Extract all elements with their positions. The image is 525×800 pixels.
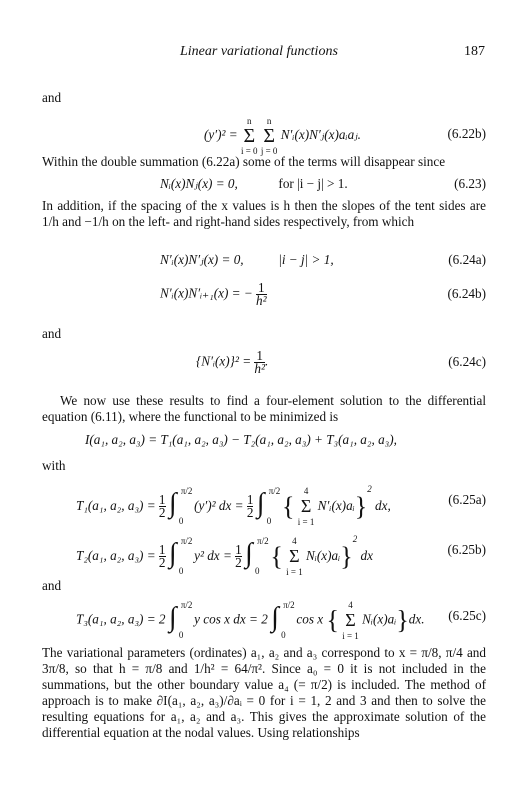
page-number: 187	[464, 44, 485, 59]
eq-lhs: (y′)² =	[204, 127, 238, 143]
equation-number: (6.24b)	[447, 286, 486, 301]
integral-sign: ∫ π/2 0	[168, 535, 193, 576]
connector-and: and	[42, 578, 62, 593]
fraction: $\frac{1}{2}$	[235, 542, 242, 571]
equation-number: (6.25c)	[448, 608, 486, 623]
connector-and: and	[42, 90, 62, 105]
equation-functional: I(a₁, a₂, a₃) = T₁(a₁, a₂, a₃) − T₂(a₁, a₂, a₃) + T₃(a₁, a₂, a₃),	[85, 432, 397, 447]
equation-number: (6.24c)	[448, 354, 486, 369]
sum-sign: 4 Σ i = 1	[286, 536, 303, 578]
integral-sign: ∫ π/2 0	[271, 599, 295, 640]
equation-6-23: Nᵢ(x)Nⱼ(x) = 0, for |i − j| > 1. (6.23)	[160, 176, 486, 191]
paragraph-addition: In addition, if the spacing of the x values is h then the slopes of the tent sides are 1/h and −1/h on the left- and right-hand sides respectively, from which	[42, 198, 486, 229]
equation-number: (6.22b)	[447, 126, 486, 141]
equation-number: (6.25b)	[447, 542, 486, 557]
equation-6-24b: N′ᵢ(x)N′ᵢ₊₁(x) = − $\frac{1}{\text{h²}}$ (6.24b)	[160, 280, 486, 308]
equation-6-24a: N′ᵢ(x)N′ⱼ(x) = 0, |i − j| > 1, (6.24a)	[160, 252, 486, 267]
sum-sign: n Σ j = 0	[260, 116, 278, 156]
equation-6-22b	[42, 116, 486, 156]
integral-sign: ∫ π/2 0	[168, 485, 193, 526]
eq-rhs: N′ᵢ(x)N′ⱼ(x)aᵢaⱼ.	[280, 127, 361, 143]
equation-6-25a: T₁(a₁, a₂, a₃) = $\frac{1}{2}$ ∫ π/2 0 (y′)² dx = $\frac{1}{2}$ ∫ π/2 0 { 4 Σ i = 1 N′ᵢ(x)aᵢ}$^2$ dx, (6.25a)	[76, 484, 486, 528]
paragraph-params: The variational parameters (ordinates) a₁, a₂ and a₃ correspond to x = π/8, π/4 and 3π/8, so that h = π/8 and 1/h² = 64/π². Since a₀ = 0 it is not included in the summations, but the other boundary value a₄ (= π/2) is included. The method of approach is to make ∂I(a₁, a₂, a₃)/∂aᵢ = 0 for i = 1, 2 and 3 and then to solve the resulting equations for a₁, a₂ and a₃. This gives the approximate solution of the differential equation at the nodal values. Using relationships	[42, 645, 486, 740]
fraction: $\frac{1}{2}$	[158, 542, 166, 571]
equation-number: (6.23)	[454, 176, 486, 191]
equation-number: (6.25a)	[448, 492, 486, 507]
paragraph-use: We now use these results to find a four-element solution to the differential equation (6.11), where the functional to be minimized is	[42, 393, 486, 424]
connector-with: with	[42, 458, 66, 473]
sum-sign: 4 Σ i = 1	[297, 486, 315, 528]
sum-sign: n Σ i = 0	[240, 116, 258, 156]
fraction: $\frac{1}{\text{h²}}$	[256, 280, 267, 308]
connector-and: and	[42, 326, 62, 341]
paragraph-within: Within the double summation (6.22a) some of the terms will disappear since	[42, 154, 446, 169]
integral-sign: ∫ π/2 0	[256, 485, 281, 526]
integral-sign: ∫ π/2 0	[168, 599, 193, 640]
sum-sign: 4 Σ i = 1	[342, 600, 359, 641]
equation-6-25b: T₂(a₁, a₂, a₃) = $\frac{1}{2}$ ∫ π/2 0 y² dx = $\frac{1}{2}$ ∫ π/2 0 { 4 Σ i = 1 Nᵢ(x)aᵢ}$^2$ dx (6.25b)	[76, 534, 486, 578]
fraction: $\frac{1}{2}$	[246, 492, 254, 521]
equation-6-25c: T₃(a₁, a₂, a₃) = 2 ∫ π/2 0 y cos x dx = 2 ∫ π/2 0 cos x { 4 Σ i = 1 Nᵢ(x)aᵢ}dx. (6.25c)	[76, 599, 486, 641]
fraction: $\frac{1}{\text{h²}}$	[254, 348, 265, 376]
equation-number: (6.24a)	[448, 252, 486, 267]
integral-sign: ∫ π/2 0	[245, 535, 269, 576]
fraction: $\frac{1}{2}$	[158, 492, 166, 521]
running-head-title: Linear variational functions	[180, 44, 338, 59]
equation-6-24c: {N′ᵢ(x)}² = $\frac{1}{\text{h²}}$ . (6.24c)	[196, 348, 486, 376]
running-head	[0, 44, 525, 64]
